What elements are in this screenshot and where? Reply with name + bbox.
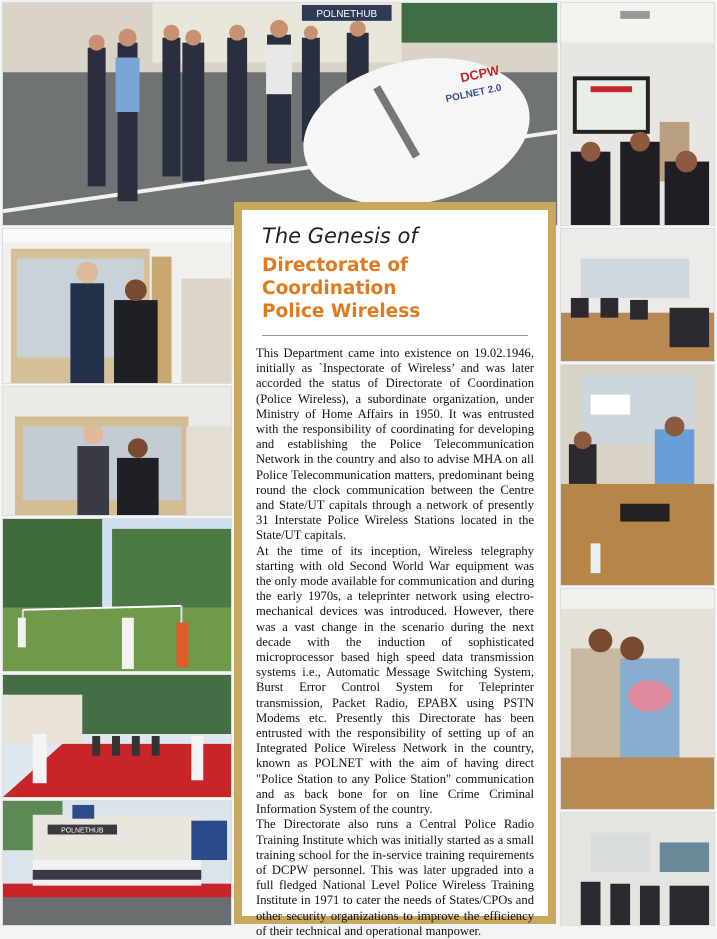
photo-conf-hall-art	[561, 229, 714, 361]
page-title: Directorate of Coordination Police Wireless	[262, 255, 421, 322]
photo-auditorium-art	[561, 813, 714, 925]
photo-award-2-art	[3, 387, 231, 515]
photo-award-handover-2	[2, 386, 232, 516]
building-sign: POLNETHUB	[316, 8, 378, 20]
photo-dish-inspection-art	[3, 3, 557, 225]
divider	[262, 335, 528, 336]
dish-label-dcpw: DCPW	[458, 62, 501, 86]
photo-volleyball-art	[3, 519, 231, 671]
photo-award-1-art	[3, 229, 231, 383]
photo-conference-hall	[560, 228, 715, 362]
photo-seminar-room	[560, 2, 715, 226]
photo-auditorium	[560, 812, 715, 926]
pre-title: The Genesis of	[262, 224, 418, 248]
building-sign-2: POLNETHUB	[61, 827, 104, 835]
photo-gift-art	[561, 589, 714, 809]
text-panel	[242, 210, 548, 938]
photo-event-red-carpet	[2, 674, 232, 798]
photo-meeting-table	[560, 364, 715, 586]
dish-label-polnet: POLNET 2.0	[444, 82, 503, 106]
photo-group-polnethub	[2, 800, 232, 926]
text-panel-frame	[234, 202, 556, 938]
paragraph-training: The Directorate also runs a Central Police Radio Training Institute which was initially started as a small training school for the in-service training requirements of DCPW personnel. This was later upgraded into a full fledged National Level Police Wireless Training Institute in 1971 to cater the needs of States/CPOs and other security organizations to improve the efficiency of their technical and operational manpower.	[256, 817, 534, 938]
photo-event-art	[3, 675, 231, 797]
paragraph-history: This Department came into existence on 19.02.1946, initially as `Inspectorate of Wireless’ and was later accorded the status of Directorate of Coordination (Police Wireless), a subordinate organization, under Ministry of Home Affairs in 1950. It was entrusted with the responsibility of coordinating for developing and establishing the Police Telecommunication Network in the country and also to advise MHA on all Police Telecommunication matters, predominant being round the clock communication between the Centre and State/UT capitals through a network of presently 31 Interstate Police Wireless Stations located in the State/UT capitals.	[256, 346, 534, 543]
photo-seminar-room-art	[561, 3, 714, 225]
photo-presentation-gift	[560, 588, 715, 810]
photo-group-art	[3, 801, 231, 925]
photo-volleyball-game	[2, 518, 232, 672]
photo-dish-inspection	[2, 2, 558, 226]
photo-meeting-art	[561, 365, 714, 585]
paragraph-technology: At the time of its inception, Wireless telegraphy starting with old Second World War equipment was the only mode available for communication and during the early 1970s, a teleprinter network using electro-mechanical devices was introduced. However, there was a vast change in the scenario during the next decade with the induction of sophisticated microprocessor based high speed data transmission systems i.e., Automatic Message Switching System, Burst Error Control System for Teleprinter transmission, Packet Radio, EPABX using PSTN Modems etc. Presently this Directorate has been entrusted with the responsibility of setting up of an Integrated Police Wireless Network in the country, known as POLNET with the aim of having direct "Police Station to any Police Station" communication and as back bone for on line Crime Criminal Information System of the country.	[256, 543, 534, 817]
photo-award-handover-1	[2, 228, 232, 384]
